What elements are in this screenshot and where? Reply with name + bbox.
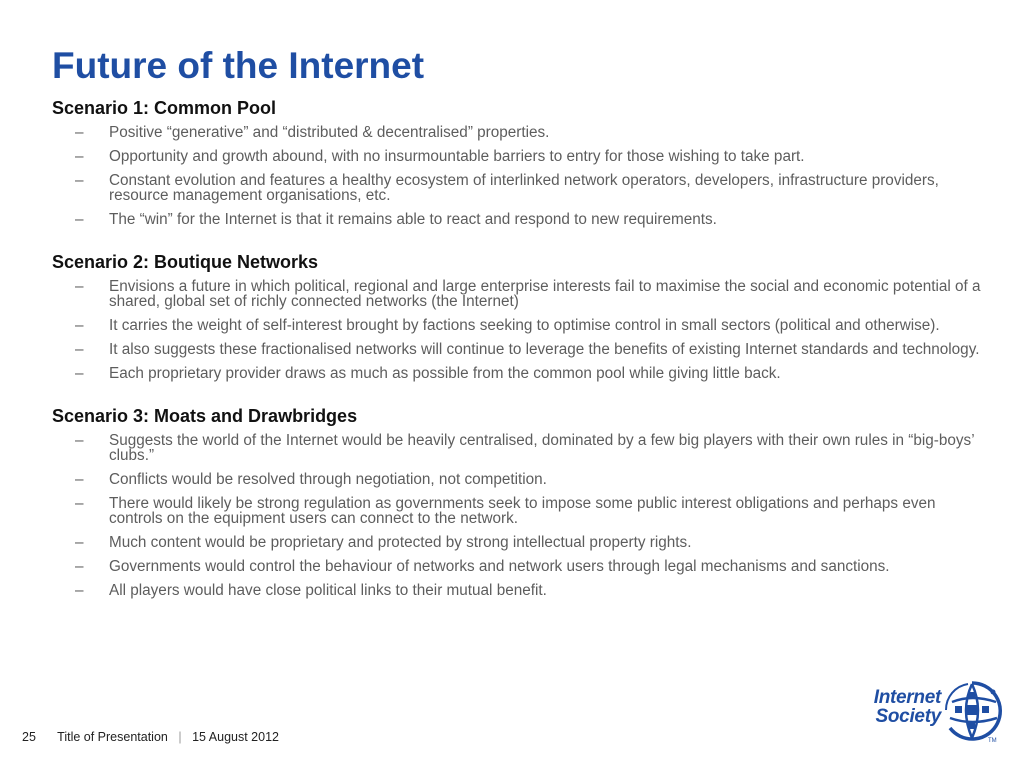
scenario-3-section bbox=[52, 405, 992, 598]
bullet-dash: – bbox=[75, 495, 84, 512]
bullet-item bbox=[52, 535, 992, 550]
bullet-text: Envisions a future in which political, regional and large enterprise interests fail to maximise the social and economic potential of a shared, global set of richly connected networks (the Internet) bbox=[109, 278, 981, 310]
section-heading: Scenario 1: Common Pool bbox=[52, 98, 277, 118]
bullet-dash: – bbox=[75, 211, 84, 228]
bullet-dash: – bbox=[75, 432, 84, 449]
bullet-item bbox=[52, 366, 992, 381]
bullet-item bbox=[52, 433, 992, 463]
bullet-text: It also suggests these fractionalised networks will continue to leverage the benefits of existing Internet standards and technology. bbox=[109, 341, 980, 358]
bullet-text: Opportunity and growth abound, with no insurmountable barriers to entry for those wishing to take part. bbox=[109, 148, 805, 165]
presentation-title: Title of Presentation bbox=[57, 730, 168, 744]
bullet-text: Each proprietary provider draws as much as possible from the common pool while giving little back. bbox=[109, 365, 781, 382]
bullet-dash: – bbox=[75, 148, 84, 165]
page-number: 25 bbox=[22, 730, 36, 744]
slide-title: Future of the Internet bbox=[52, 45, 425, 86]
bullet-text: The “win” for the Internet is that it remains able to react and respond to new requirements. bbox=[109, 211, 717, 228]
bullet-item bbox=[52, 173, 992, 203]
footer-separator: | bbox=[178, 730, 182, 744]
bullet-dash: – bbox=[75, 317, 84, 334]
bullet-dash: – bbox=[75, 365, 84, 382]
bullet-item bbox=[52, 279, 992, 309]
bullet-item bbox=[52, 496, 992, 526]
bullet-item bbox=[52, 342, 992, 357]
bullet-dash: – bbox=[75, 558, 84, 575]
bullet-dash: – bbox=[75, 582, 84, 599]
section-heading: Scenario 2: Boutique Networks bbox=[52, 252, 319, 272]
bullet-dash: – bbox=[75, 534, 84, 551]
slide-footer bbox=[22, 730, 279, 744]
bullet-text: It carries the weight of self-interest brought by factions seeking to optimise control in small sectors (political and otherwise). bbox=[109, 317, 940, 334]
bullet-item bbox=[52, 212, 992, 227]
bullet-item bbox=[52, 472, 992, 487]
internet-society-logo bbox=[846, 680, 1006, 746]
internet-society-globe-icon bbox=[942, 680, 1002, 742]
scenario-1-section bbox=[52, 97, 992, 227]
bullet-text: Much content would be proprietary and protected by strong intellectual property rights. bbox=[109, 534, 692, 551]
bullet-dash: – bbox=[75, 341, 84, 358]
bullet-text: Constant evolution and features a healthy ecosystem of interlinked network operators, developers, infrastructure providers, resource management organisations, etc. bbox=[109, 172, 939, 204]
bullet-list bbox=[52, 279, 992, 381]
presentation-date: 15 August 2012 bbox=[192, 730, 279, 744]
bullet-dash: – bbox=[75, 172, 84, 189]
bullet-item bbox=[52, 583, 992, 598]
bullet-text: Conflicts would be resolved through negotiation, not competition. bbox=[109, 471, 547, 488]
section-heading: Scenario 3: Moats and Drawbridges bbox=[52, 406, 358, 426]
logo-wordmark bbox=[846, 688, 941, 726]
bullet-text: There would likely be strong regulation as governments seek to impose some public interest obligations and perhaps even controls on the equipment users can connect to the network. bbox=[109, 495, 936, 527]
bullet-list bbox=[52, 125, 992, 227]
slide-content bbox=[52, 97, 992, 607]
bullet-item bbox=[52, 559, 992, 574]
bullet-dash: – bbox=[75, 124, 84, 141]
bullet-text: Positive “generative” and “distributed & decentralised” properties. bbox=[109, 124, 550, 141]
logo-line-1: Internet bbox=[873, 687, 941, 708]
bullet-text: All players would have close political links to their mutual benefit. bbox=[109, 582, 547, 599]
bullet-item bbox=[52, 149, 992, 164]
bullet-dash: – bbox=[75, 471, 84, 488]
bullet-text: Suggests the world of the Internet would be heavily centralised, dominated by a few big players with their own rules in “big-boys’ clubs.” bbox=[109, 432, 975, 464]
bullet-item bbox=[52, 125, 992, 140]
trademark-mark: TM bbox=[988, 738, 997, 744]
bullet-text: Governments would control the behaviour of networks and network users through legal mechanisms and sanctions. bbox=[109, 558, 890, 575]
bullet-list bbox=[52, 433, 992, 598]
logo-line-2: Society bbox=[875, 706, 941, 727]
bullet-dash: – bbox=[75, 278, 84, 295]
bullet-item bbox=[52, 318, 992, 333]
scenario-2-section bbox=[52, 251, 992, 381]
